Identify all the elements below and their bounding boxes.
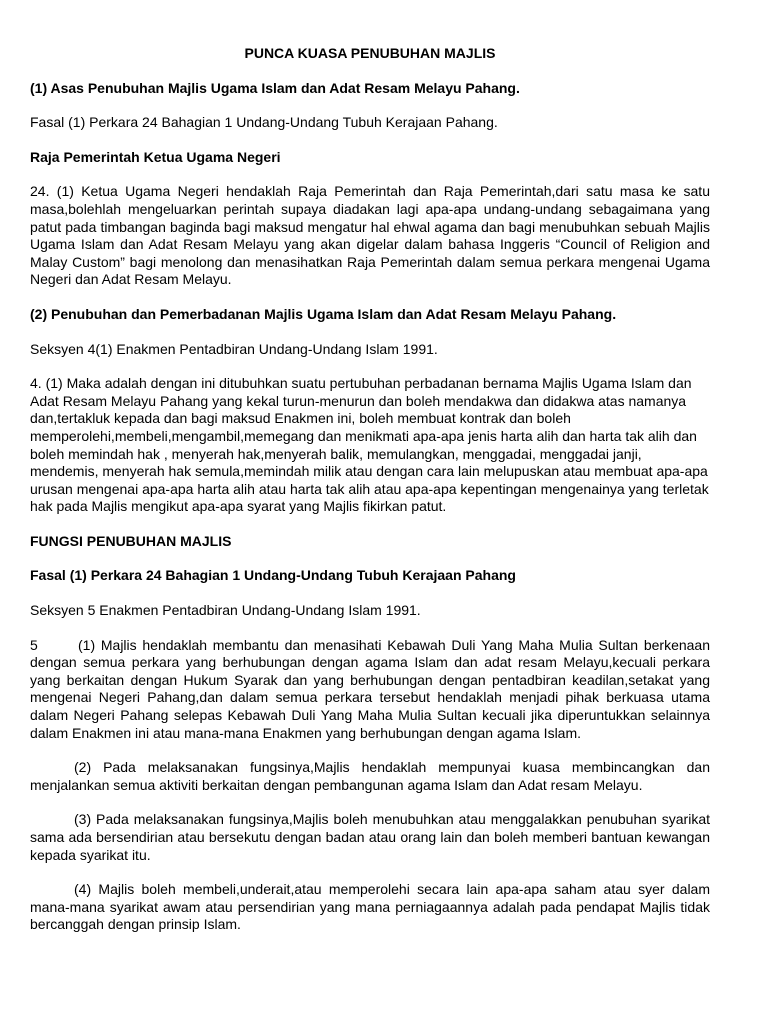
section-heading-4: FUNGSI PENUBUHAN MAJLIS <box>30 532 232 549</box>
reference-paragraph-3: Seksyen 5 Enakmen Pentadbiran Undang-Undang Islam 1991. <box>30 602 421 619</box>
reference-paragraph-2: Seksyen 4(1) Enakmen Pentadbiran Undang-Undang Islam 1991. <box>30 340 438 357</box>
section-heading-2: Raja Pemerintah Ketua Ugama Negeri <box>30 148 281 165</box>
section-heading-1: (1) Asas Penubuhan Majlis Ugama Islam dan Adat Resam Melayu Pahang. <box>30 79 520 96</box>
section-5-4-paragraph: (4) Majlis boleh membeli,underait,atau memperolehi secara lain apa-apa saham atau syer dalam mana-mana syarikat awam atau persendirian yang mana perniagaannya adalah pada pendapat Majlis tidak bercanggah dengan prinsip Islam. <box>30 881 710 933</box>
section-heading-3: (2) Penubuhan dan Pemerbadanan Majlis Ugama Islam dan Adat Resam Melayu Pahang. <box>30 305 617 322</box>
section-heading-5: Fasal (1) Perkara 24 Bahagian 1 Undang-Undang Tubuh Kerajaan Pahang <box>30 567 516 584</box>
section-number: 5 <box>30 636 38 653</box>
section-5-1-text: (1) Majlis hendaklah membantu dan menasihati Kebawah Duli Yang Maha Mulia Sultan berkenaan dengan semua perkara yang berhubungan dengan agama Islam dan adat resam Melayu,kecuali perkara yang berkaitan dengan Hukum Syarak dan yang berhubungan dengan pentadbiran keadilan,setakat yang mengenai Negeri Pahang,dan dalam semua perkara tersebut hendaklah menjadi pihak berkuasa utama dalam Negeri Pahang selepas Kebawah Duli Yang Maha Mulia Sultan kecuali jika diperuntukkan selainnya dalam Enakmen ini atau mana-mana Enakmen yang berhubungan dengan agama Islam. <box>30 636 710 741</box>
document-title: PUNCA KUASA PENUBUHAN MAJLIS <box>244 45 496 61</box>
section-5-3-paragraph: (3) Pada melaksanakan fungsinya,Majlis boleh menubuhkan atau menggalakkan penubuhan syarikat sama ada bersendirian atau bersekutu dengan badan atau orang lain dan boleh memberi bantuan kewangan kepada syarikat itu. <box>30 811 710 863</box>
section-4-paragraph: 4. (1) Maka adalah dengan ini ditubuhkan suatu pertubuhan perbadanan bernama Majlis Ugama Islam dan Adat Resam Melayu Pahang yang kekal turun-menurun dan boleh mendakwa dan didakwa atas namanya dan,tertakluk kepada dan bagi maksud Enakmen ini, boleh membuat kontrak dan boleh memperolehi,membeli,mengambil,memegang dan menikmati apa-apa jenis harta alih dan harta tak alih dan boleh memindah hak , menyerah hak,menyerah balik, memulangkan, menggadai, menggadai janji, mendemis, menyerah hak semula,memindah milik atau dengan cara lain melupuskan atau membuat apa-apa urusan mengenai apa-apa harta alih atau harta tak alih atau apa-apa kepentingan mengenainya yang terletak hak pada Majlis mengikut apa-apa syarat yang Majlis fikirkan patut. <box>30 375 709 515</box>
clause-24-paragraph: 24. (1) Ketua Ugama Negeri hendaklah Raja Pemerintah dan Raja Pemerintah,dari satu masa ke satu masa,bolehlah mengeluarkan perintah supaya diadakan lagi apa-apa undang-undang sebagaimana yang patut pada timbangan baginda bagi maksud mengatur hal ehwal agama dan bagi menubuhkan sebuah Majlis Ugama Islam dan Adat Resam Melayu yang akan digelar dalam bahasa Inggeris “Council of Religion and Malay Custom” bagi menolong dan menasihatkan Raja Pemerintah dalam semua perkara mengenai Ugama Negeri dan Adat Resam Melayu. <box>30 183 710 288</box>
reference-paragraph-1: Fasal (1) Perkara 24 Bahagian 1 Undang-Undang Tubuh Kerajaan Pahang. <box>30 114 498 131</box>
section-5-2-paragraph: (2) Pada melaksanakan fungsinya,Majlis hendaklah mempunyai kuasa membincangkan dan menjalankan semua aktiviti berkaitan dengan pembangunan agama Islam dan Adat resam Melayu. <box>30 759 710 793</box>
section-5-1-paragraph <box>30 637 710 743</box>
